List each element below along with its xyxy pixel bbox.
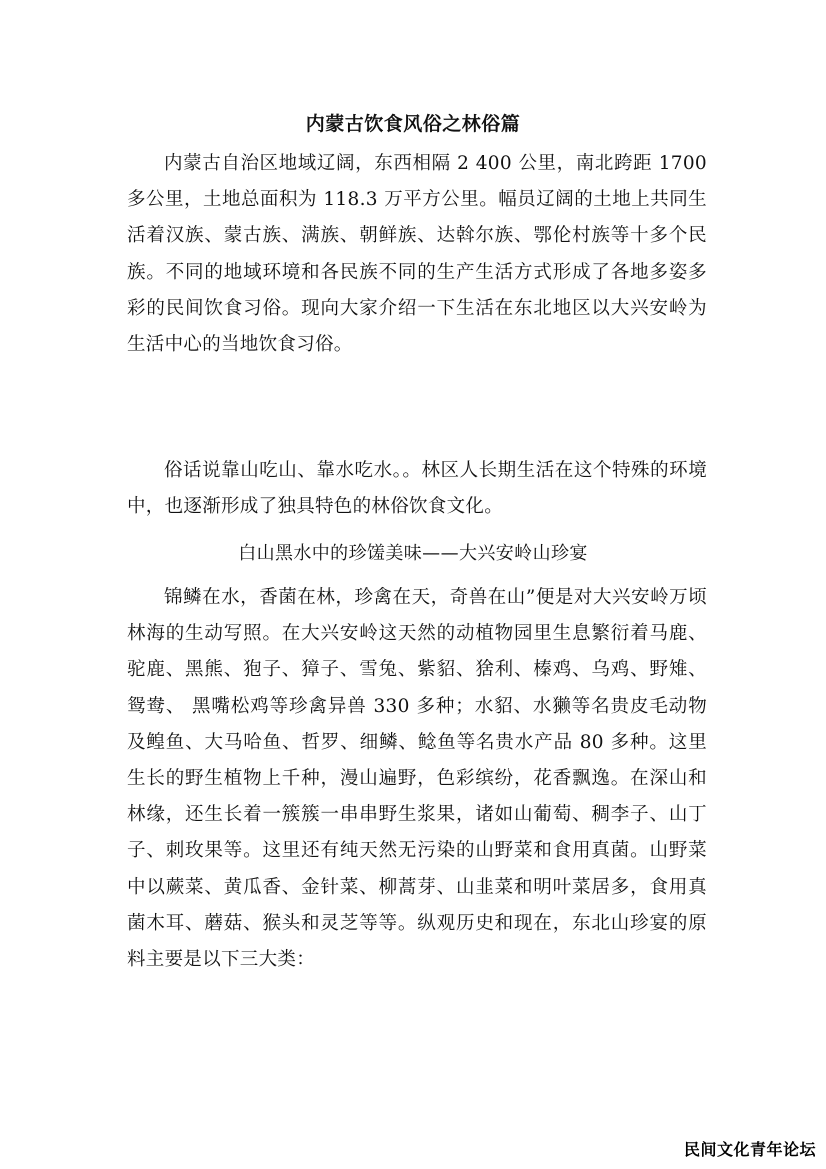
footer-watermark: 民间文化青年论坛 xyxy=(683,1140,816,1159)
document-title: 内蒙古饮食风俗之林俗篇 xyxy=(305,113,521,135)
paragraph-proverb: 俗话说靠山吃山、靠水吃水。。林区人长期生活在这个特殊的环境中，也逐渐形成了独具特色的林俗饮食文化。 xyxy=(127,460,707,518)
paragraph-mountain-delicacies: 锦鳞在水，香菌在林，珍禽在天，奇兽在山”便是对大兴安岭万顷林海的生动写照。在大兴安岭这天然的动植物园里生息繁衍着马鹿、驼鹿、黑熊、狍子、獐子、雪兔、紫貂、猞利、榛鸡、乌鸡、野雉、鸳鸯、 黑嘴松鸡等珍禽异兽 330 多种；水貂、水獭等名贵皮毛动物及鳇鱼、大马哈鱼、哲罗、细鳞、鲶鱼等名贵水产品 80 多种。这里生长的野生植物上千种，漫山遍野，色彩缤纷，花香飘逸。在深山和林缘，还生长着一簇簇一串串野生浆果，诸如山葡萄、稠李子、山丁子、刺玫果等。这里还有纯天然无污染的山野菜和食用真菌。山野菜中以蕨菜、黄瓜香、金针菜、柳蒿芽、山韭菜和明叶菜居多，食用真菌木耳、蘑菇、猴头和灵芝等等。纵观历史和现在，东北山珍宴的原料主要是以下三大类： xyxy=(127,587,707,971)
section-subtitle: 白山黑水中的珍馐美味——大兴安岭山珍宴 xyxy=(238,543,588,564)
paragraph-intro: 内蒙古自治区地域辽阔，东西相隔 2 400 公里，南北跨距 1700 多公里，土地总面积为 118.3 万平方公里。幅员辽阔的土地上共同生活着汉族、蒙古族、满族、朝鲜族、达斡尔族、鄂伦村族等十多个民族。不同的地域环境和各民族不同的生产生活方式形成了各地多姿多彩的民间饮食习俗。现向大家介绍一下生活在东北地区以大兴安岭为生活中心的当地饮食习俗。 xyxy=(127,153,707,356)
